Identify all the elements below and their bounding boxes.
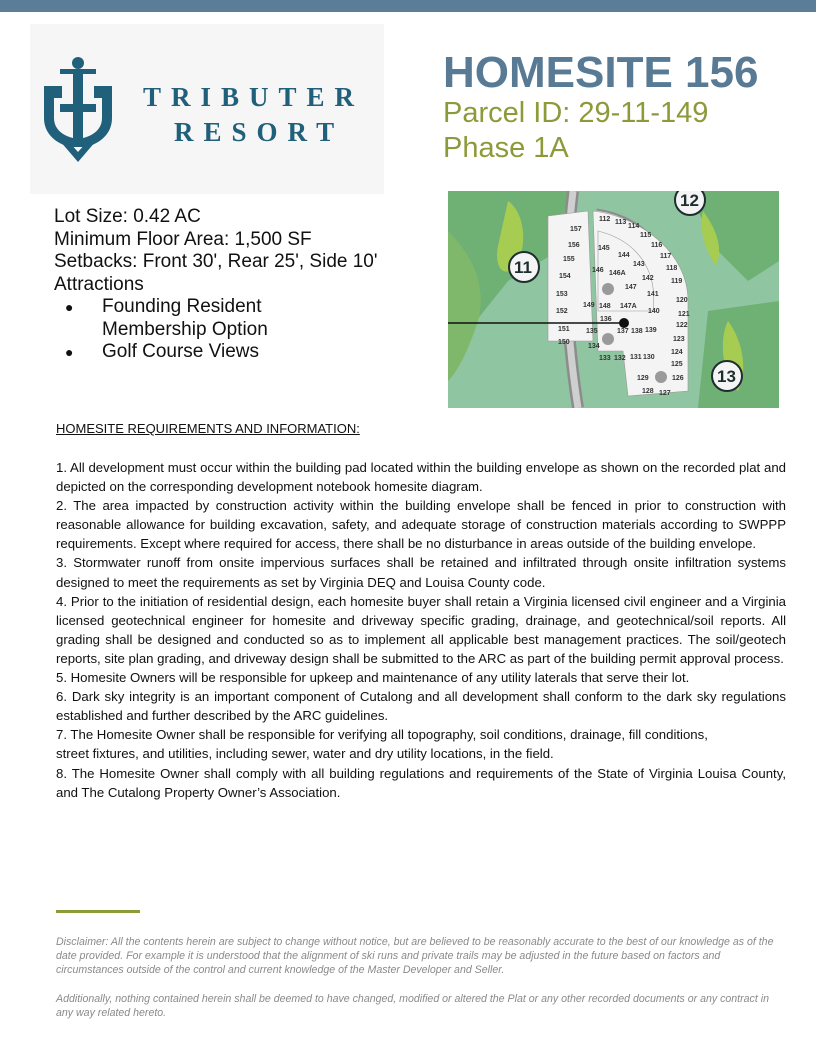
brand-logo [30, 24, 384, 194]
svg-text:153: 153 [556, 291, 568, 298]
svg-text:142: 142 [642, 275, 654, 282]
disclaimer-paragraph-2: Additionally, nothing contained herein shall be deemed to have changed, modified or altered the Plat or any other recorded documents or any contract in any way related hereto. [56, 993, 769, 1020]
svg-text:120: 120 [676, 297, 688, 304]
accent-divider [56, 910, 140, 913]
svg-text:135: 135 [586, 328, 598, 335]
svg-text:144: 144 [618, 252, 630, 259]
svg-text:147: 147 [625, 284, 637, 291]
svg-text:134: 134 [588, 343, 600, 350]
homesite-title: HOMESITE 156 [443, 48, 759, 97]
svg-text:125: 125 [671, 361, 683, 368]
svg-text:146A: 146A [609, 270, 626, 277]
phase: Phase 1A [443, 132, 569, 164]
svg-text:132: 132 [614, 355, 626, 362]
svg-text:145: 145 [598, 245, 610, 252]
svg-text:154: 154 [559, 273, 571, 280]
requirements-heading: HOMESITE REQUIREMENTS AND INFORMATION: [56, 421, 360, 436]
svg-text:118: 118 [666, 265, 678, 272]
svg-text:126: 126 [672, 375, 684, 382]
svg-text:119: 119 [671, 278, 683, 285]
brand-line-2: RESORT [174, 117, 345, 147]
anchor-logo-icon [40, 56, 116, 164]
attraction-text: Founding Resident Membership Option [102, 296, 268, 340]
svg-text:152: 152 [556, 308, 568, 315]
disclaimer-paragraph-1: Disclaimer: All the contents herein are subject to change without notice, but are believed to be reasonably accurate to the best of our knowledge as of the date provided. For example it is understood that the alignment of ski runs and private trails may be adjusted in the future based on factors and circumstances outside of the control and current knowledge of the Master Developer and Seller. [56, 936, 774, 977]
svg-text:140: 140 [648, 308, 660, 315]
svg-text:116: 116 [651, 242, 663, 249]
svg-text:113: 113 [615, 219, 627, 226]
requirement-item: 7. The Homesite Owner shall be responsible for verifying all topography, soil conditions, drainage, fill conditions, [56, 727, 708, 743]
svg-text:156: 156 [568, 242, 580, 249]
requirement-item: 6. Dark sky integrity is an important component of Cutalong and all development shall conform to the dark sky regulations established and further described by the ARC guidelines. [56, 689, 786, 724]
requirement-item: 5. Homesite Owners will be responsible for upkeep and maintenance of any utility laterals that serve their lot. [56, 670, 690, 686]
svg-text:13: 13 [717, 367, 736, 386]
svg-text:138: 138 [631, 328, 643, 335]
lot-facts [54, 206, 378, 296]
bullet-icon: ● [65, 299, 74, 315]
svg-text:155: 155 [563, 256, 575, 263]
svg-text:130: 130 [643, 354, 655, 361]
svg-text:128: 128 [642, 388, 654, 395]
site-map [448, 191, 779, 408]
svg-text:133: 133 [599, 355, 611, 362]
svg-text:150: 150 [558, 339, 570, 346]
svg-text:146: 146 [592, 267, 604, 274]
svg-text:124: 124 [671, 349, 683, 356]
svg-text:157: 157 [570, 226, 582, 233]
parcel-id: Parcel ID: 29-11-149 [443, 97, 709, 129]
attractions-list [60, 296, 332, 364]
svg-text:127: 127 [659, 390, 671, 397]
svg-text:112: 112 [599, 216, 611, 223]
svg-text:115: 115 [640, 232, 652, 239]
svg-text:131: 131 [630, 354, 642, 361]
svg-text:143: 143 [633, 261, 645, 268]
svg-text:149: 149 [583, 302, 595, 309]
svg-text:147A: 147A [620, 303, 637, 310]
attraction-text: Golf Course Views [102, 341, 259, 362]
requirement-item: 1. All development must occur within the building pad located within the building envelope as shown on the recorded plat and depicted on the corresponding development notebook homesite diagram. [56, 460, 786, 495]
list-item [60, 296, 332, 341]
brand-line-1: TRIBUTER [143, 82, 365, 112]
list-item [60, 341, 332, 364]
svg-text:137: 137 [617, 328, 629, 335]
requirement-item: 2. The area impacted by construction activity within the building envelope shall be fenced in prior to construction with reasonable allowance for building excavation, safety, and adequate storage of construction materials according to SWPPP requirements. Except where required for access, there shall be no disturbance in areas outside of the building envelope. [56, 498, 786, 552]
svg-text:123: 123 [673, 336, 685, 343]
minimum-floor-area: Minimum Floor Area: 1,500 SF [54, 228, 312, 250]
requirement-item: 4. Prior to the initiation of residential design, each homesite buyer shall retain a Virginia licensed civil engineer and a Virginia licensed geotechnical engineer for homesite and driveway specific grading, drainage, and geotechnical/soil reports. All grading shall be designed and conducted so as to implement all applicable best management practices. The soil/geotech reports, site plan grading, and driveway design shall be submitted to the ARC as part of the building permit approval process. [56, 593, 786, 666]
svg-text:136: 136 [600, 316, 612, 323]
requirement-item: 8. The Homesite Owner shall comply with all building regulations and requirements of the State of Virginia Louisa County, and The Cutalong Property Owner’s Association. [56, 765, 786, 800]
svg-text:122: 122 [676, 322, 688, 329]
setbacks: Setbacks: Front 30', Rear 25', Side 10' [54, 251, 378, 272]
svg-text:121: 121 [678, 311, 690, 318]
svg-text:139: 139 [645, 327, 657, 334]
svg-text:129: 129 [637, 375, 649, 382]
svg-text:12: 12 [680, 191, 699, 210]
svg-text:151: 151 [558, 326, 570, 333]
svg-text:117: 117 [660, 253, 672, 260]
lot-size: Lot Size: 0.42 AC [54, 206, 201, 227]
requirements-list [56, 458, 786, 802]
attractions-label: Attractions [54, 273, 144, 295]
top-color-bar [0, 0, 816, 12]
svg-text:148: 148 [599, 303, 611, 310]
svg-text:141: 141 [647, 291, 659, 298]
svg-text:114: 114 [628, 223, 640, 230]
requirement-item: street fixtures, and utilities, including sewer, water and dry utility locations, in the field. [56, 746, 554, 762]
requirement-item: 3. Stormwater runoff from onsite impervious surfaces shall be retained and infiltrated through onsite infiltration systems designed to meet the requirements as set by Virginia DEQ and Louisa County code. [56, 555, 786, 590]
svg-text:11: 11 [514, 258, 532, 277]
bullet-icon: ● [65, 344, 74, 360]
